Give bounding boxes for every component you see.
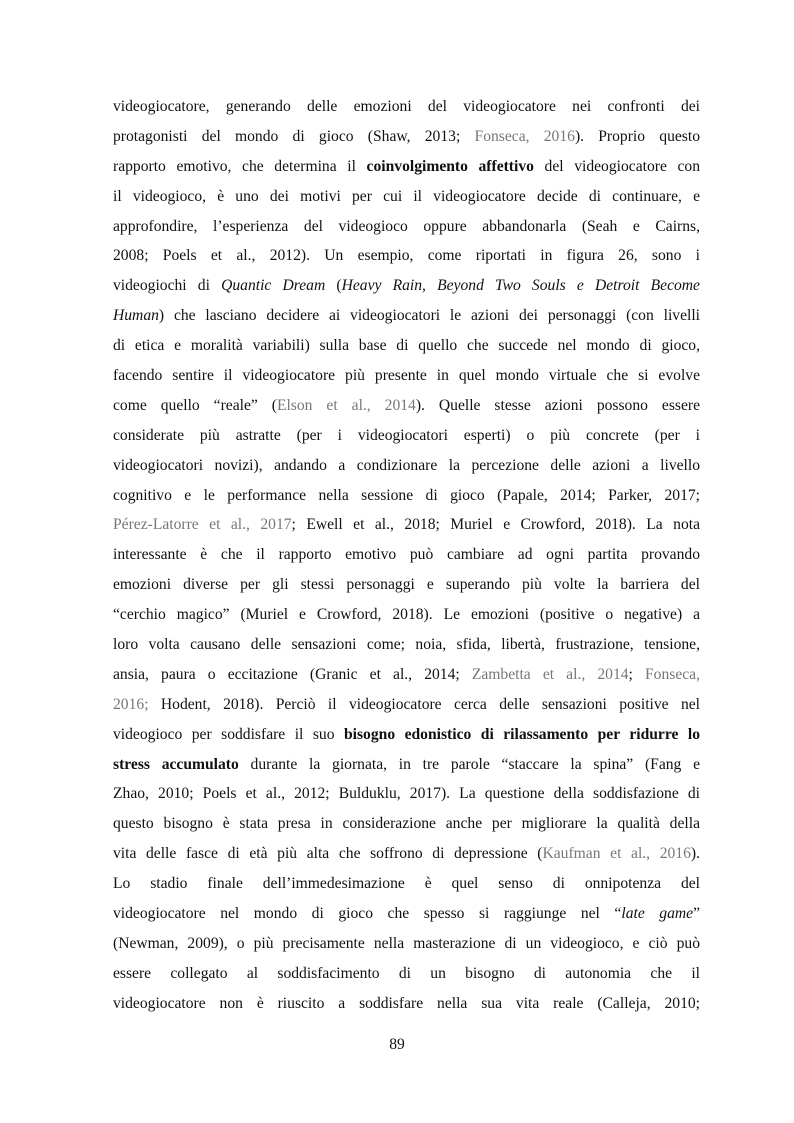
text-segment: emozioni diverse per gli stessi personaggi e superando più volte la barriera del	[113, 576, 700, 594]
citation-text: Fonseca,	[645, 665, 700, 683]
text-line	[113, 630, 700, 660]
bold-text: stress accumulato	[113, 755, 239, 773]
text-segment: videogiocatori novizi), andando a condizionare la percezione delle azioni a livello	[113, 456, 700, 474]
bold-text: bisogno edonistico di rilassamento per ridurre lo	[343, 725, 701, 743]
text-segment: protagonisti del mondo di gioco (Shaw, 2013;	[113, 127, 475, 145]
text-segment: questo bisogno è stata presa in considerazione anche per migliorare la qualità della	[113, 815, 700, 833]
text-segment: ”	[693, 905, 700, 923]
text-line	[113, 122, 700, 152]
text-segment: ). Proprio questo	[574, 127, 700, 145]
text-segment: (Newman, 2009), o più precisamente nella masterazione di un videogioco, e ciò può	[113, 934, 700, 952]
text-segment: videogiochi di	[113, 277, 222, 295]
text-line	[113, 241, 700, 271]
text-line	[113, 361, 700, 391]
text-segment: ). Quelle stesse azioni possono essere	[415, 396, 700, 414]
text-segment: del videogiocatore con	[533, 157, 700, 175]
text-segment: cognitivo e le performance nella sessione di gioco (Papale, 2014; Parker, 2017;	[113, 486, 700, 504]
text-segment: considerate più astratte (per i videogiocatori esperti) o più concrete (per i	[113, 426, 700, 444]
text-segment: Zhao, 2010; Poels et al., 2012; Bulduklu, 2017). La questione della soddisfazione di	[113, 785, 700, 803]
citation-text: Zambetta et al., 2014	[471, 665, 629, 683]
text-segment: videogiocatore nel mondo di gioco che spesso si raggiunge nel “	[113, 905, 622, 923]
body-text	[113, 92, 700, 1019]
text-segment: di etica e moralità variabili) sulla base di quello che succede nel mondo di gioco,	[113, 337, 700, 355]
text-segment: 2008; Poels et al., 2012). Un esempio, come riportati in figura 26, sono i	[113, 247, 700, 265]
text-line	[113, 989, 700, 1019]
citation-text: Pérez-Latorre et al., 2017	[113, 516, 292, 534]
text-segment: essere collegato al soddisfacimento di un bisogno di autonomia che il	[113, 964, 700, 982]
text-segment: vita delle fasce di età più alta che soffrono di depressione (	[113, 845, 543, 863]
text-line	[113, 271, 700, 301]
text-line	[113, 92, 700, 122]
text-segment: il videogioco, è uno dei motivi per cui il videogiocatore decide di continuare, e	[113, 187, 700, 205]
text-line	[113, 929, 700, 959]
text-line	[113, 331, 700, 361]
text-line	[113, 152, 700, 182]
italic-text: Human	[113, 307, 159, 325]
citation-text: Fonseca, 2016	[474, 127, 575, 145]
text-segment: videogiocatore non è riuscito a soddisfare nella sua vita reale (Calleja, 2010;	[113, 994, 700, 1012]
text-line	[113, 570, 700, 600]
text-line	[113, 301, 700, 331]
text-line	[113, 182, 700, 212]
text-line	[113, 510, 700, 540]
text-segment: rapporto emotivo, che determina il	[113, 157, 367, 175]
text-line	[113, 690, 700, 720]
text-line	[113, 720, 700, 750]
text-segment: videogiocatore, generando delle emozioni del videogiocatore nei confronti dei	[113, 98, 700, 115]
text-segment: ).	[690, 845, 700, 863]
text-line	[113, 839, 700, 869]
text-line	[113, 750, 700, 780]
text-segment: Hodent, 2018). Perciò il videogiocatore cerca delle sensazioni positive nel	[148, 695, 700, 713]
text-segment: durante la giornata, in tre parole “staccare la spina” (Fang e	[238, 755, 700, 773]
text-segment: approfondire, l’esperienza del videogioco oppure abbandonarla (Seah e Cairns,	[113, 217, 700, 235]
text-segment: facendo sentire il videogiocatore più presente in quel mondo virtuale che si evolve	[113, 367, 700, 385]
text-line	[113, 899, 700, 929]
text-segment: Lo stadio finale dell’immedesimazione è quel senso di onnipotenza del	[113, 875, 700, 893]
text-line	[113, 809, 700, 839]
text-line	[113, 779, 700, 809]
text-segment: (	[325, 277, 342, 295]
italic-text: late game	[621, 905, 694, 923]
text-segment: “cerchio magico” (Muriel e Crowford, 2018). Le emozioni (positive o negative) a	[113, 606, 700, 624]
text-line	[113, 212, 700, 242]
text-segment: ;	[628, 665, 645, 683]
text-line	[113, 481, 700, 511]
italic-text: Quantic Dream	[221, 277, 326, 295]
text-line	[113, 391, 700, 421]
italic-text: Heavy Rain, Beyond Two Souls e Detroit Become	[341, 277, 700, 295]
text-line	[113, 421, 700, 451]
text-segment: ; Ewell et al., 2018; Muriel e Crowford, 2018). La nota	[291, 516, 700, 534]
text-line	[113, 660, 700, 690]
citation-text: 2016;	[113, 695, 149, 713]
text-segment: interessante è che il rapporto emotivo può cambiare ad ogni partita provando	[113, 546, 700, 564]
text-line	[113, 869, 700, 899]
text-segment: videogioco per soddisfare il suo	[113, 725, 344, 743]
citation-text: Kaufman et al., 2016	[542, 845, 691, 863]
bold-text: coinvolgimento affettivo	[366, 157, 534, 175]
text-segment: come quello “reale” (	[113, 396, 277, 414]
text-line	[113, 959, 700, 989]
text-line	[113, 600, 700, 630]
text-segment: loro volta causano delle sensazioni come; noia, sfida, libertà, frustrazione, tensione,	[113, 636, 700, 654]
text-segment: ) che lasciano decidere ai videogiocatori le azioni dei personaggi (con livelli	[158, 307, 700, 325]
page-number: 89	[389, 1036, 405, 1053]
citation-text: Elson et al., 2014	[276, 396, 416, 414]
text-segment: ansia, paura o eccitazione (Granic et al., 2014;	[113, 665, 472, 683]
text-line	[113, 451, 700, 481]
text-line	[113, 540, 700, 570]
